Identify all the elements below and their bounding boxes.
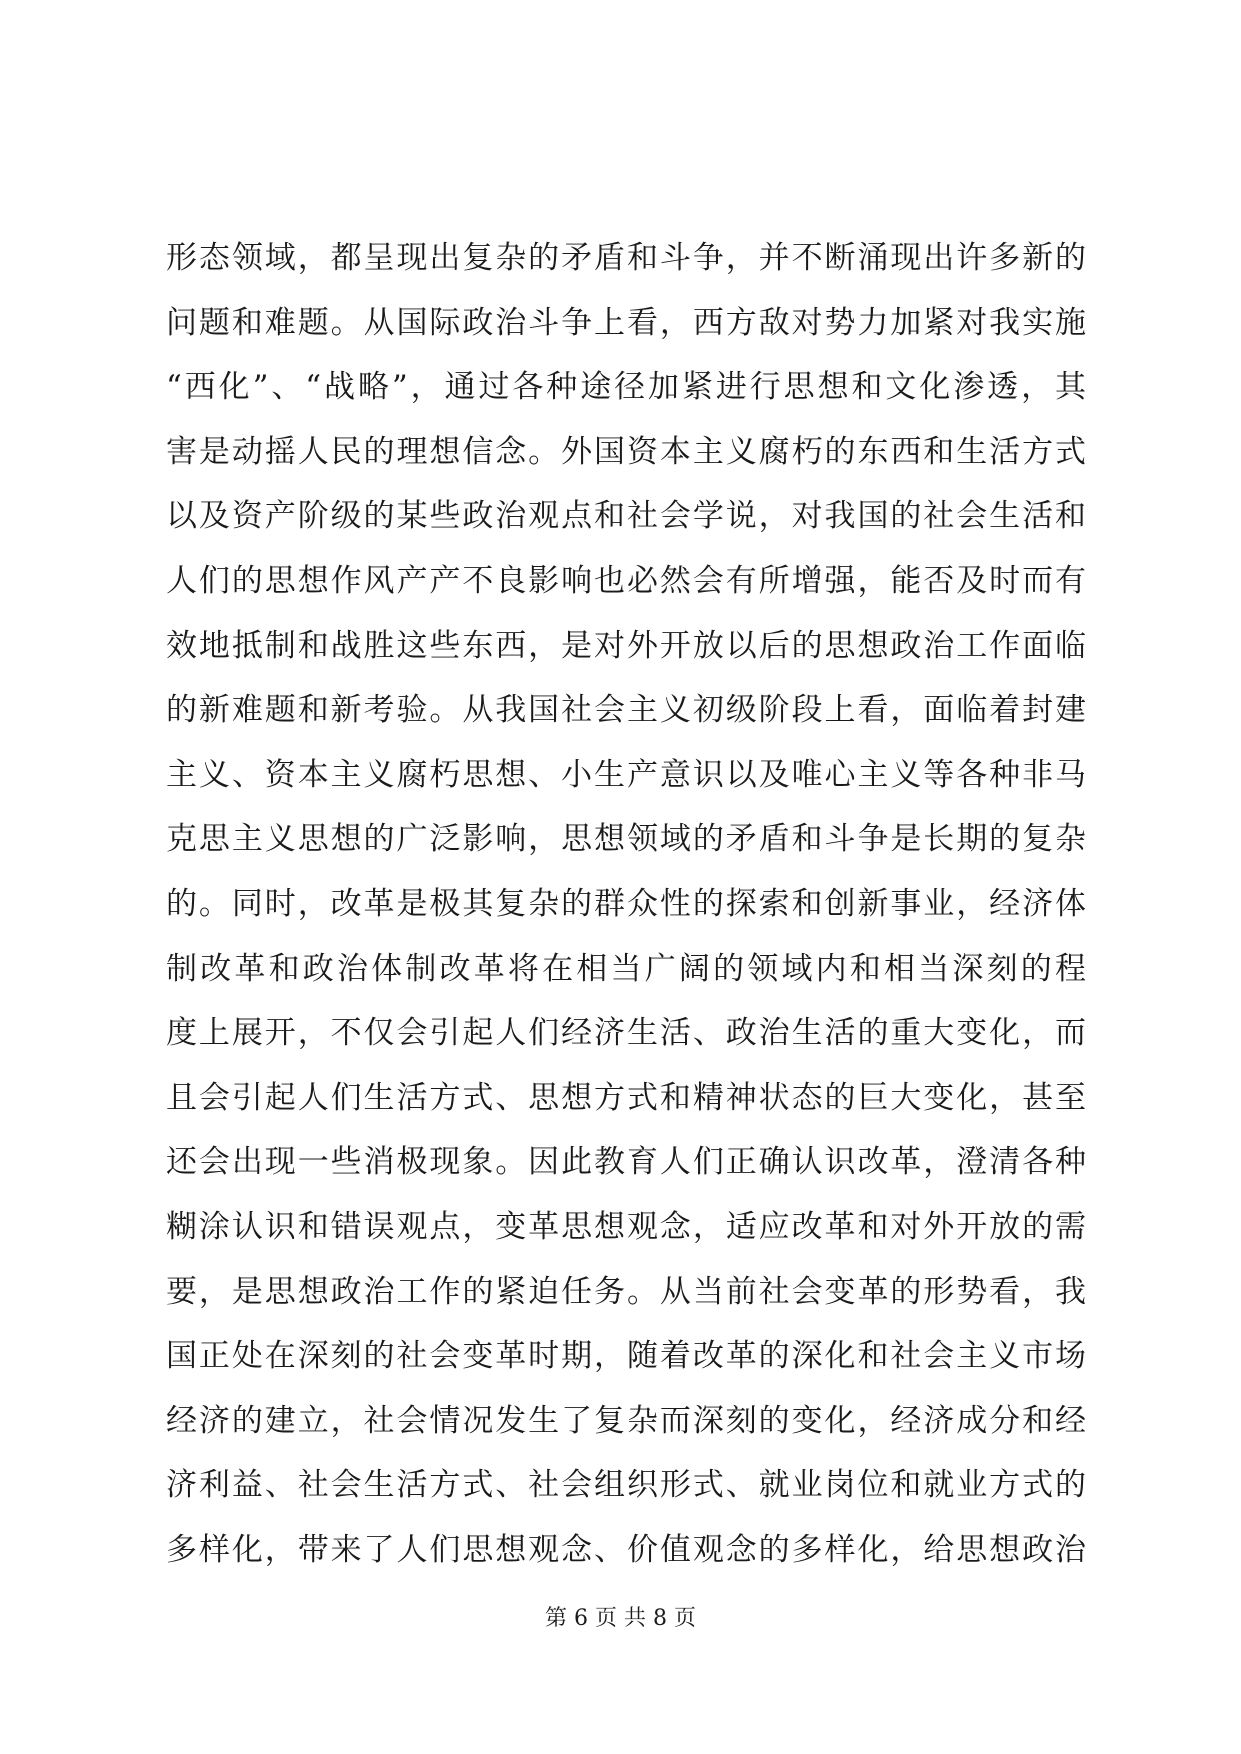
text-line: 形态领域，都呈现出复杂的矛盾和斗争，并不断涌现出许多新的 bbox=[166, 240, 1086, 276]
body-paragraph bbox=[166, 226, 1086, 1582]
text-line: 糊涂认识和错误观点，变革思想观念，适应改革和对外开放的需 bbox=[166, 1208, 1086, 1245]
text-line: 制改革和政治体制改革将在相当广阔的领域内和相当深刻的程 bbox=[166, 950, 1086, 987]
text-line: 克思主义思想的广泛影响，思想领域的矛盾和斗争是长期的复杂 bbox=[166, 821, 1086, 858]
text-line: 效地抵制和战胜这些东西，是对外开放以后的思想政治工作面临 bbox=[166, 627, 1086, 664]
text-line: “西化”、“战略”，通过各种途径加紧进行思想和文化渗透，其 bbox=[166, 369, 1086, 406]
text-line: 经济的建立，社会情况发生了复杂而深刻的变化，经济成分和经 bbox=[166, 1402, 1086, 1439]
text-line: 主义、资本主义腐朽思想、小生产意识以及唯心主义等各种非马 bbox=[166, 756, 1086, 793]
text-line: 且会引起人们生活方式、思想方式和精神状态的巨大变化，甚至 bbox=[166, 1079, 1086, 1116]
text-line: 以及资产阶级的某些政治观点和社会学说，对我国的社会生活和 bbox=[166, 498, 1086, 535]
text-line: 国正处在深刻的社会变革时期，随着改革的深化和社会主义市场 bbox=[166, 1338, 1086, 1375]
text-line: 人们的思想作风产产不良影响也必然会有所增强，能否及时而有 bbox=[166, 562, 1086, 599]
text-line: 还会出现一些消极现象。因此教育人们正确认识改革，澄清各种 bbox=[166, 1144, 1086, 1181]
text-line: 多样化，带来了人们思想观念、价值观念的多样化，给思想政治 bbox=[166, 1531, 1086, 1568]
text-line: 问题和难题。从国际政治斗争上看，西方敌对势力加紧对我实施 bbox=[166, 304, 1086, 341]
text-line: 的新难题和新考验。从我国社会主义初级阶段上看，面临着封建 bbox=[166, 692, 1086, 729]
text-line: 要，是思想政治工作的紧迫任务。从当前社会变革的形势看，我 bbox=[166, 1273, 1086, 1310]
text-line: 害是动摇人民的理想信念。外国资本主义腐朽的东西和生活方式 bbox=[166, 433, 1086, 470]
text-line: 的。同时，改革是极其复杂的群众性的探索和创新事业，经济体 bbox=[166, 885, 1086, 922]
page-number-footer: 第 6 页 共 8 页 bbox=[545, 1606, 696, 1631]
text-line: 度上展开，不仅会引起人们经济生活、政治生活的重大变化，而 bbox=[166, 1015, 1086, 1052]
text-line: 济利益、社会生活方式、社会组织形式、就业岗位和就业方式的 bbox=[166, 1467, 1086, 1504]
